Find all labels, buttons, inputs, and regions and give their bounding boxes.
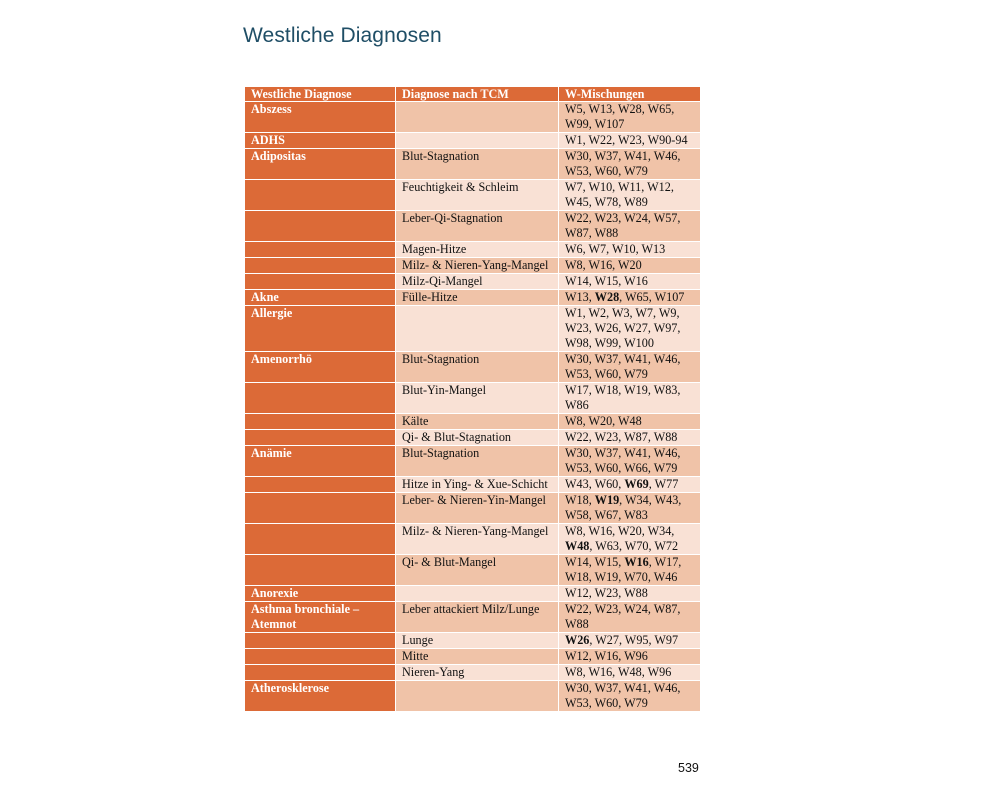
western-diagnosis-cell: Anorexie	[245, 586, 396, 602]
mixture-text: , W17, W18, W19, W70, W46	[565, 555, 682, 584]
table-row	[245, 211, 701, 242]
mixture-text: W22, W23, W24, W87, W88	[565, 602, 681, 631]
highlighted-mixture: W26	[565, 633, 590, 647]
mixture-text: , W77	[648, 477, 679, 491]
mixture-text: W12, W23, W88	[565, 586, 648, 600]
table-row	[245, 555, 701, 586]
western-diagnosis-cell	[245, 430, 396, 446]
tcm-diagnosis-cell: Mitte	[396, 649, 559, 665]
tcm-diagnosis-cell: Magen-Hitze	[396, 242, 559, 258]
mixture-text: W30, W37, W41, W46, W53, W60, W79	[565, 149, 681, 178]
w-mixture-cell	[559, 211, 701, 242]
western-diagnosis-cell	[245, 258, 396, 274]
w-mixture-cell	[559, 306, 701, 352]
western-diagnosis-cell	[245, 383, 396, 414]
tcm-diagnosis-cell: Leber-Qi-Stagnation	[396, 211, 559, 242]
header-w-mixtures: W-Mischungen	[559, 87, 701, 102]
western-diagnosis-cell: Atherosklerose	[245, 681, 396, 712]
mixture-text: W14, W15,	[565, 555, 625, 569]
w-mixture-cell	[559, 602, 701, 633]
mixture-text: W1, W2, W3, W7, W9, W23, W26, W27, W97, W98, W99, W100	[565, 306, 681, 350]
mixture-text: W1, W22, W23, W90-94	[565, 133, 688, 147]
tcm-diagnosis-cell: Qi- & Blut-Stagnation	[396, 430, 559, 446]
table-row	[245, 477, 701, 493]
table-header-row	[245, 87, 701, 102]
table-row	[245, 649, 701, 665]
w-mixture-cell	[559, 414, 701, 430]
table-row	[245, 242, 701, 258]
mixture-text: W7, W10, W11, W12, W45, W78, W89	[565, 180, 674, 209]
mixture-text: W8, W20, W48	[565, 414, 642, 428]
mixture-text: W8, W16, W20	[565, 258, 642, 272]
western-diagnosis-cell	[245, 649, 396, 665]
mixture-text: , W65, W107	[619, 290, 685, 304]
western-diagnosis-cell	[245, 633, 396, 649]
tcm-diagnosis-cell: Milz- & Nieren-Yang-Mangel	[396, 258, 559, 274]
table-row	[245, 586, 701, 602]
table-row	[245, 414, 701, 430]
mixture-text: W30, W37, W41, W46, W53, W60, W79	[565, 681, 681, 710]
w-mixture-cell	[559, 493, 701, 524]
highlighted-mixture: W16	[624, 555, 649, 569]
tcm-diagnosis-cell: Milz-Qi-Mangel	[396, 274, 559, 290]
w-mixture-cell	[559, 133, 701, 149]
w-mixture-cell	[559, 352, 701, 383]
header-tcm-diagnosis: Diagnose nach TCM	[396, 87, 559, 102]
tcm-diagnosis-cell: Blut-Stagnation	[396, 352, 559, 383]
w-mixture-cell	[559, 665, 701, 681]
table-row	[245, 602, 701, 633]
tcm-diagnosis-cell	[396, 306, 559, 352]
table-row	[245, 133, 701, 149]
w-mixture-cell	[559, 290, 701, 306]
table-row	[245, 290, 701, 306]
tcm-diagnosis-cell: Leber- & Nieren-Yin-Mangel	[396, 493, 559, 524]
western-diagnosis-cell	[245, 274, 396, 290]
mixture-text: W8, W16, W48, W96	[565, 665, 672, 679]
tcm-diagnosis-cell	[396, 102, 559, 133]
western-diagnosis-cell: Allergie	[245, 306, 396, 352]
western-diagnosis-cell	[245, 242, 396, 258]
western-diagnosis-cell: Amenorrhö	[245, 352, 396, 383]
page-title: Westliche Diagnosen	[243, 24, 442, 47]
w-mixture-cell	[559, 149, 701, 180]
table-row	[245, 274, 701, 290]
tcm-diagnosis-cell: Kälte	[396, 414, 559, 430]
tcm-diagnosis-cell: Nieren-Yang	[396, 665, 559, 681]
table-row	[245, 430, 701, 446]
western-diagnosis-cell	[245, 665, 396, 681]
western-diagnosis-cell	[245, 477, 396, 493]
w-mixture-cell	[559, 555, 701, 586]
western-diagnosis-cell	[245, 493, 396, 524]
western-diagnosis-cell: Asthma bronchiale – Atemnot	[245, 602, 396, 633]
tcm-diagnosis-cell: Feuchtigkeit & Schleim	[396, 180, 559, 211]
tcm-diagnosis-cell: Blut-Stagnation	[396, 446, 559, 477]
highlighted-mixture: W48	[565, 539, 590, 553]
western-diagnosis-cell	[245, 524, 396, 555]
highlighted-mixture: W69	[624, 477, 649, 491]
table-row	[245, 102, 701, 133]
mixture-text: , W63, W70, W72	[589, 539, 679, 553]
w-mixture-cell	[559, 383, 701, 414]
table-row	[245, 383, 701, 414]
mixture-text: W22, W23, W24, W57, W87, W88	[565, 211, 681, 240]
tcm-diagnosis-cell	[396, 133, 559, 149]
mixture-text: W13,	[565, 290, 595, 304]
mixture-text: W22, W23, W87, W88	[565, 430, 678, 444]
mixture-text: W43, W60,	[565, 477, 625, 491]
mixture-text: W17, W18, W19, W83, W86	[565, 383, 681, 412]
table-row	[245, 258, 701, 274]
western-diagnosis-cell	[245, 555, 396, 586]
tcm-diagnosis-cell	[396, 586, 559, 602]
table-row	[245, 633, 701, 649]
mixture-text: W30, W37, W41, W46, W53, W60, W66, W79	[565, 446, 681, 475]
mixture-text: , W34, W43, W58, W67, W83	[565, 493, 682, 522]
tcm-diagnosis-cell: Blut-Stagnation	[396, 149, 559, 180]
western-diagnosis-cell: Akne	[245, 290, 396, 306]
table-row	[245, 180, 701, 211]
w-mixture-cell	[559, 524, 701, 555]
w-mixture-cell	[559, 649, 701, 665]
header-western-diagnosis: Westliche Diagnose	[245, 87, 396, 102]
w-mixture-cell	[559, 681, 701, 712]
tcm-diagnosis-cell: Blut-Yin-Mangel	[396, 383, 559, 414]
w-mixture-cell	[559, 477, 701, 493]
tcm-diagnosis-cell: Qi- & Blut-Mangel	[396, 555, 559, 586]
table-row	[245, 149, 701, 180]
table-body	[245, 102, 701, 712]
mixture-text: W6, W7, W10, W13	[565, 242, 666, 256]
mixture-text: W12, W16, W96	[565, 649, 648, 663]
western-diagnosis-cell	[245, 211, 396, 242]
w-mixture-cell	[559, 446, 701, 477]
w-mixture-cell	[559, 258, 701, 274]
mixture-text: W18,	[565, 493, 595, 507]
highlighted-mixture: W28	[594, 290, 620, 304]
mixture-text: , W27, W95, W97	[589, 633, 679, 647]
western-diagnosis-cell	[245, 414, 396, 430]
w-mixture-cell	[559, 180, 701, 211]
tcm-diagnosis-cell: Hitze in Ying- & Xue-Schicht	[396, 477, 559, 493]
table-row	[245, 446, 701, 477]
mixture-text: W8, W16, W20, W34,	[565, 524, 675, 538]
tcm-diagnosis-cell: Lunge	[396, 633, 559, 649]
w-mixture-cell	[559, 430, 701, 446]
western-diagnosis-cell	[245, 180, 396, 211]
table-row	[245, 665, 701, 681]
tcm-diagnosis-cell: Fülle-Hitze	[396, 290, 559, 306]
w-mixture-cell	[559, 586, 701, 602]
w-mixture-cell	[559, 274, 701, 290]
mixture-text: W5, W13, W28, W65, W99, W107	[565, 102, 675, 131]
tcm-diagnosis-cell	[396, 681, 559, 712]
w-mixture-cell	[559, 633, 701, 649]
western-diagnosis-cell: Adipositas	[245, 149, 396, 180]
western-diagnosis-cell: ADHS	[245, 133, 396, 149]
tcm-diagnosis-cell: Leber attackiert Milz/Lunge	[396, 602, 559, 633]
tcm-diagnosis-cell: Milz- & Nieren-Yang-Mangel	[396, 524, 559, 555]
highlighted-mixture: W19	[594, 493, 620, 507]
table-row	[245, 493, 701, 524]
table-row	[245, 306, 701, 352]
diagnosis-table	[244, 86, 701, 712]
page-number: 539	[678, 761, 699, 775]
w-mixture-cell	[559, 242, 701, 258]
mixture-text: W30, W37, W41, W46, W53, W60, W79	[565, 352, 681, 381]
table-row	[245, 352, 701, 383]
western-diagnosis-cell: Anämie	[245, 446, 396, 477]
table-row	[245, 524, 701, 555]
mixture-text: W14, W15, W16	[565, 274, 648, 288]
western-diagnosis-cell: Abszess	[245, 102, 396, 133]
w-mixture-cell	[559, 102, 701, 133]
table-row	[245, 681, 701, 712]
